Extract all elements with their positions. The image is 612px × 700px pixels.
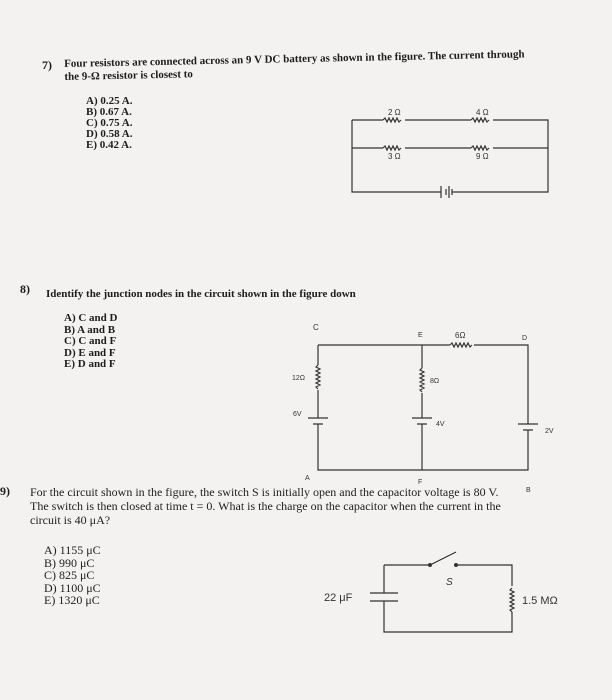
q8-option-c[interactable]: C) C and F xyxy=(64,335,117,347)
q8-node-d: D xyxy=(522,335,528,342)
q8-resistor-6ohm xyxy=(450,343,472,347)
q7-circuit xyxy=(352,118,548,198)
q7-option-a[interactable]: A) 0.25 A. xyxy=(86,95,133,107)
q9-option-a[interactable]: A) 1155 μC xyxy=(44,543,101,557)
q7-resistor-9ohm xyxy=(471,146,489,150)
q8-resistor-8ohm xyxy=(420,368,424,392)
q8-circuit xyxy=(308,343,538,470)
q7-resistor-2ohm xyxy=(383,118,401,122)
q7-wire xyxy=(454,120,548,192)
q9-switch-pivot xyxy=(428,563,432,567)
q7-option-c[interactable]: C) 0.75 A. xyxy=(86,117,133,129)
q7-label-4ohm: 4 Ω xyxy=(476,108,489,117)
q8-wire xyxy=(474,345,528,424)
q9-capacitor xyxy=(370,593,398,601)
q9-question-line1: For the circuit shown in the figure, the switch S is initially open and the capacitor voltage is 80 V. xyxy=(30,485,499,499)
q8-node-e: E xyxy=(418,332,423,339)
q7-question-line1: Four resistors are connected across an 9 V DC battery as shown in the figure. The current through xyxy=(64,48,525,70)
q7-resistor-3ohm xyxy=(383,146,401,150)
q7-resistor-4ohm xyxy=(471,118,489,122)
q9-label-switch: S xyxy=(446,577,453,588)
q8-question: Identify the junction nodes in the circuit shown in the figure down xyxy=(46,288,356,300)
q9-question-line2: The switch is then closed at time t = 0. What is the charge on the capacitor when the current in the xyxy=(30,499,501,513)
q7-label-9ohm: 9 Ω xyxy=(476,152,489,161)
q7-label-2ohm: 2 Ω xyxy=(388,108,401,117)
q8-resistor-12ohm xyxy=(316,365,320,389)
q9-option-d[interactable]: D) 1100 μC xyxy=(44,580,101,595)
q7-label-3ohm: 3 Ω xyxy=(388,152,401,161)
q7-number: 7) xyxy=(42,58,52,72)
q8-label-6ohm: 6Ω xyxy=(455,331,466,340)
q8-label-2v: 2V xyxy=(545,428,554,435)
q8-node-f: F xyxy=(418,479,423,486)
q8-label-12ohm: 12Ω xyxy=(292,375,306,382)
q7-question-line2: the 9-Ω resistor is closest to xyxy=(64,68,193,83)
q8-node-a: A xyxy=(305,475,310,482)
q9-circuit xyxy=(370,552,514,632)
q8-battery-6v xyxy=(308,418,328,424)
q7-battery xyxy=(437,186,454,198)
q8-number: 8) xyxy=(20,282,30,296)
q8-node-b: B xyxy=(526,487,531,494)
q9-switch xyxy=(384,552,456,565)
q7-option-d[interactable]: D) 0.58 A. xyxy=(86,128,133,140)
q9-option-e[interactable]: E) 1320 μC xyxy=(44,593,100,607)
q8-option-a[interactable]: A) C and D xyxy=(64,312,118,324)
q8-battery-2v xyxy=(518,424,538,430)
q8-wire xyxy=(318,424,528,470)
q7-option-b[interactable]: B) 0.67 A. xyxy=(86,106,132,118)
q9-number: 9) xyxy=(0,484,10,498)
q9-option-c[interactable]: C) 825 μC xyxy=(44,568,95,582)
q9-option-b[interactable]: B) 990 μC xyxy=(44,555,95,570)
q8-label-8ohm: 8Ω xyxy=(430,378,440,385)
q9-wire xyxy=(456,565,512,586)
q8-battery-4v xyxy=(412,418,432,424)
q8-label-6v: 6V xyxy=(293,411,302,418)
q8-node-c: C xyxy=(313,323,319,332)
q8-option-e[interactable]: E) D and F xyxy=(64,358,116,370)
q8-option-d[interactable]: D) E and F xyxy=(64,346,116,359)
q8-option-b[interactable]: B) A and B xyxy=(64,323,116,336)
q9-switch-contact xyxy=(454,563,458,567)
q9-label-cap: 22 μF xyxy=(324,592,353,604)
q7-option-e[interactable]: E) 0.42 A. xyxy=(86,139,132,151)
q9-label-resistor: 1.5 MΩ xyxy=(522,595,558,607)
q9-question-line3: circuit is 40 μA? xyxy=(30,513,111,527)
q9-wire xyxy=(384,601,512,632)
q8-label-4v: 4V xyxy=(436,421,445,428)
q9-resistor xyxy=(510,588,514,612)
